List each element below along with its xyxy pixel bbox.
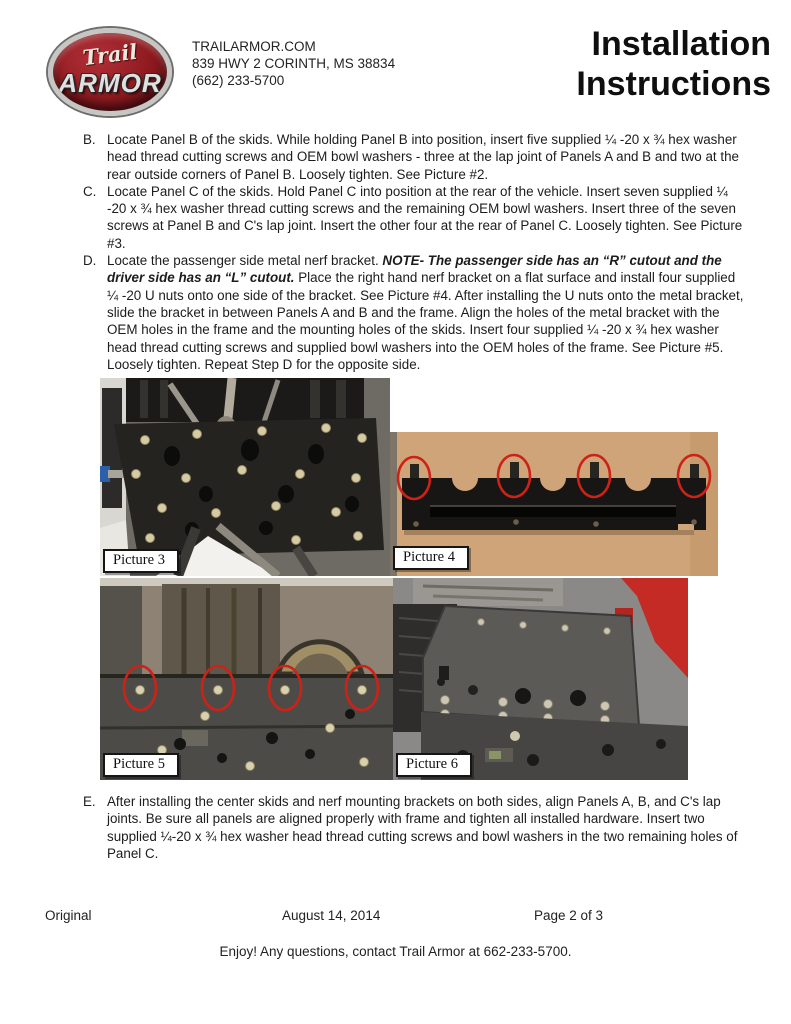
footer-page-number: Page 2 of 3 (534, 908, 604, 923)
instruction-steps (83, 131, 750, 373)
company-address: 839 HWY 2 CORINTH, MS 38834 (192, 56, 396, 71)
company-info (192, 38, 395, 89)
footer-contact-line: Enjoy! Any questions, contact Trail Armor at 662-233-5700. (219, 944, 572, 959)
pictures-grid (100, 378, 720, 780)
logo-oval (48, 28, 172, 116)
footer-revision: Original (45, 908, 92, 923)
page-title-line2: Instructions (576, 65, 771, 103)
step-d-letter: D. (83, 253, 97, 269)
step-d-rest: Place the right hand nerf bracket on a flat surface and install four supplied ¼ -20 U nuts onto one side of the bracket. See Picture #4. After installing the U nuts onto the metal bracket, slide the bracket in between Panels A and B and the frame. Align the holes of the metal bracket with the OEM holes in the frame and the mounting holes of the skids. Insert four supplied ¼ -20 x ¾ hex washer head thread cutting screws and supplied bowl washers into the OEM holes of the frame. See Picture #5. Loosely tighten. Repeat Step D for the opposite side. (107, 270, 744, 372)
picture-5-graphic (100, 578, 393, 780)
picture-6-graphic (393, 578, 688, 780)
footer-row (0, 908, 791, 928)
step-d-text (107, 252, 750, 373)
logo-text-trail: Trail (81, 38, 139, 71)
picture-4-label: Picture 4 (393, 546, 469, 570)
step-b-letter: B. (83, 132, 96, 147)
company-phone: (662) 233-5700 (192, 73, 285, 88)
logo-text-armor: ARMOR (58, 68, 162, 98)
picture-5-photo (100, 578, 393, 780)
step-e-text: After installing the center skids and nerf mounting brackets on both sides, align Panels A, B, and C's lap joints. Be sure all panels are aligned properly with frame and tighten all installed hardware. Insert two supplied ¼-20 x ¾ hex washer head thread cutting screws and bowl washers in the two remaining holes of Panel C. (107, 794, 738, 861)
page-title (576, 24, 771, 104)
step-d-note: NOTE- The passenger side has an “R” cutout and the driver side has an “L” cutout. (107, 253, 722, 286)
picture-6-photo (393, 578, 688, 780)
picture-6-label: Picture 6 (396, 753, 472, 777)
step-c-letter: C. (83, 183, 97, 199)
picture-5-label: Picture 5 (103, 753, 179, 777)
page-title-line1: Installation (591, 25, 771, 63)
step-d-prefix: Locate the passenger side metal nerf bracket. (107, 253, 383, 269)
picture-3-photo (100, 378, 390, 576)
picture-3-label: Picture 3 (103, 549, 179, 573)
step-e (83, 793, 750, 862)
step-c (83, 183, 750, 252)
step-c-text: Locate Panel C of the skids. Hold Panel C into position at the rear of the vehicle. Insert seven supplied ¼ -20 x ¾ hex washer thread cutting screws and the remaining OEM bowl washers. Insert three of the seven screws at Panel B and C's lap joint. Insert the other four at the rear of Panel C. Loosely tighten. See Picture #3. (107, 183, 743, 251)
step-d (83, 252, 750, 373)
footer-date: August 14, 2014 (282, 908, 381, 923)
picture-3-graphic (100, 378, 390, 576)
trail-armor-logo-icon (48, 28, 172, 116)
step-b (83, 131, 750, 183)
step-b-text: Locate Panel B of the skids. While holding Panel B into position, insert five supplied ¼ -20 x ¾ hex washer head thread cutting screws and OEM bowl washers - three at the lap joint of Panels A and B and two at the rear outside corners of Panel B. Loosely tighten. See Picture #2. (107, 132, 739, 182)
company-website: TRAILARMOR.COM (192, 39, 316, 54)
step-e-letter: E. (83, 794, 96, 809)
picture-4-photo (390, 432, 718, 576)
